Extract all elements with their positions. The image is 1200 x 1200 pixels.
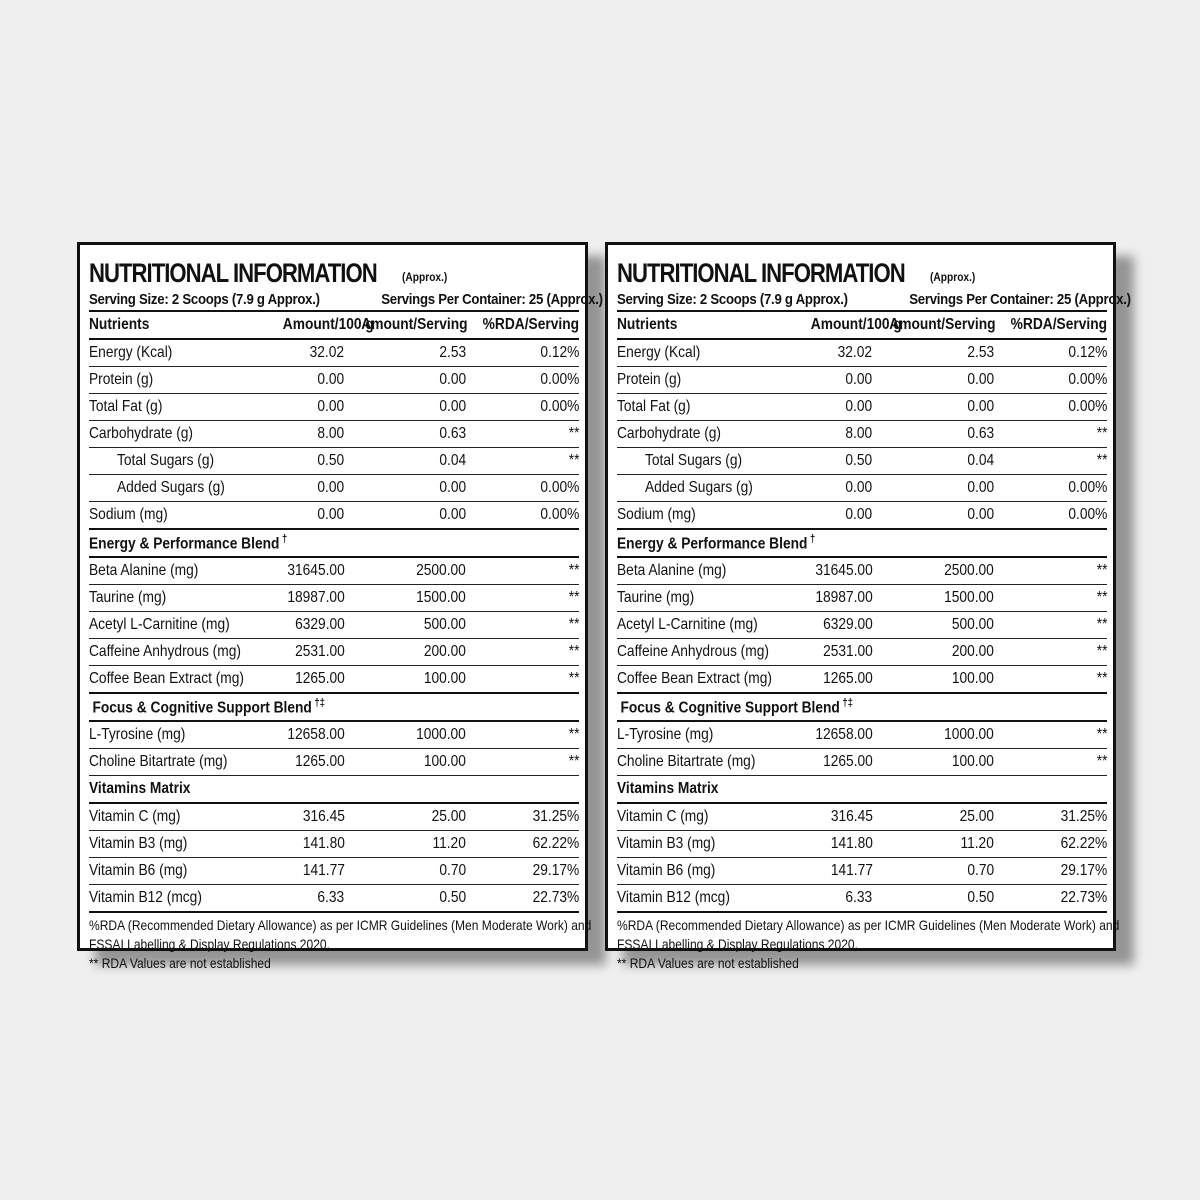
nutrient-name: Protein (g) <box>89 371 154 388</box>
amount-per-serving: 0.00 <box>967 479 995 496</box>
nutrient-row <box>617 885 1107 913</box>
footnote-not-established: ** RDA Values are not established <box>89 955 271 971</box>
servings-per-container: Servings Per Container: 25 (Approx.) <box>909 290 1132 308</box>
footnote-rda-cont: FSSAI Labelling & Display Regulations 2020. <box>89 936 330 952</box>
section-heading <box>89 530 579 558</box>
amount-per-serving: 25.00 <box>959 808 995 825</box>
footnote-rda-cont: FSSAI Labelling & Display Regulations 2020. <box>617 936 858 952</box>
rda-per-serving: 31.25% <box>1060 808 1107 825</box>
amount-per-100g: 1265.00 <box>823 670 873 687</box>
amount-per-100g: 32.02 <box>310 344 345 361</box>
section-title: Vitamins Matrix <box>617 780 719 797</box>
amount-per-100g: 141.80 <box>830 835 873 852</box>
nutrient-name: Total Sugars (g) <box>117 452 215 469</box>
amount-per-serving: 500.00 <box>424 616 467 633</box>
rda-per-serving: ** <box>568 726 579 743</box>
nutrient-name: Acetyl L-Carnitine (mg) <box>617 616 758 633</box>
amount-per-100g: 141.77 <box>302 862 345 879</box>
amount-per-100g: 0.00 <box>317 398 345 415</box>
section-title: Vitamins Matrix <box>89 780 191 797</box>
amount-per-100g: 1265.00 <box>295 670 345 687</box>
nutrient-row <box>617 639 1107 666</box>
nutrient-row <box>617 804 1107 831</box>
nutrient-row <box>617 502 1107 530</box>
nutrient-row <box>89 804 579 831</box>
nutrient-row <box>89 885 579 913</box>
amount-per-100g: 31645.00 <box>815 562 873 579</box>
amount-per-serving: 0.00 <box>439 479 467 496</box>
rda-per-serving: ** <box>1096 425 1107 442</box>
nutrient-name: Total Fat (g) <box>89 398 163 415</box>
column-header: Amount/100 g <box>811 316 903 333</box>
column-header-row <box>617 312 1107 340</box>
rda-per-serving: 31.25% <box>532 808 579 825</box>
amount-per-serving: 0.00 <box>967 371 995 388</box>
nutrient-name: Added Sugars (g) <box>645 479 753 496</box>
rda-per-serving: 0.12% <box>539 344 579 361</box>
amount-per-serving: 0.50 <box>439 889 467 906</box>
amount-per-100g: 1265.00 <box>822 753 873 770</box>
nutrient-name: Total Sugars (g) <box>645 452 743 469</box>
amount-per-100g: 0.50 <box>845 452 873 469</box>
section-heading <box>89 776 579 804</box>
section-footnote-mark: † <box>281 532 288 545</box>
nutrient-row <box>617 340 1107 367</box>
nutrient-name: Carbohydrate (g) <box>89 425 194 442</box>
nutrient-name: Beta Alanine (mg) <box>89 562 199 579</box>
nutrient-row <box>89 394 579 421</box>
amount-per-100g: 2531.00 <box>294 643 345 660</box>
nutrient-row <box>617 666 1107 694</box>
section-title: Focus & Cognitive Support Blend <box>92 699 312 717</box>
nutrient-row <box>617 858 1107 885</box>
nutrient-name: Carbohydrate (g) <box>617 425 722 442</box>
amount-per-100g: 0.00 <box>845 506 873 523</box>
nutrient-name: Vitamin B12 (mcg) <box>617 889 730 906</box>
nutrient-row <box>617 475 1107 502</box>
serving-info <box>617 288 1132 312</box>
amount-per-100g: 8.00 <box>845 425 873 442</box>
nutrient-row <box>617 749 1107 776</box>
amount-per-100g: 141.77 <box>830 862 873 879</box>
nutrient-name: Energy (Kcal) <box>89 344 173 361</box>
amount-per-serving: 0.70 <box>967 862 995 879</box>
amount-per-serving: 0.63 <box>439 425 467 442</box>
rda-per-serving: 62.22% <box>532 835 579 852</box>
rda-per-serving: ** <box>1096 670 1107 687</box>
nutrient-name: Caffeine Anhydrous (mg) <box>617 643 769 660</box>
column-header: Amount/100 g <box>283 316 375 333</box>
amount-per-serving: 11.20 <box>432 835 467 852</box>
amount-per-serving: 2.53 <box>439 344 467 361</box>
nutrient-name: Coffee Bean Extract (mg) <box>617 670 773 687</box>
nutrient-name: Vitamin B3 (mg) <box>617 835 716 852</box>
amount-per-100g: 0.00 <box>317 506 345 523</box>
section-title: Focus & Cognitive Support Blend <box>620 699 840 717</box>
amount-per-serving: 0.00 <box>439 398 467 415</box>
column-header: %RDA/Serving <box>1010 316 1107 333</box>
nutrient-name: Acetyl L-Carnitine (mg) <box>89 616 230 633</box>
nutrient-row <box>89 502 579 530</box>
rda-per-serving: 29.17% <box>532 862 579 879</box>
amount-per-serving: 0.50 <box>967 889 995 906</box>
section-heading <box>617 694 1107 722</box>
nutrient-row <box>89 475 579 502</box>
nutrient-row <box>89 666 579 694</box>
nutrient-row <box>617 421 1107 448</box>
section-heading <box>89 694 579 722</box>
amount-per-100g: 0.00 <box>845 398 873 415</box>
nutrient-name: Choline Bitartrate (mg) <box>89 753 228 770</box>
amount-per-serving: 200.00 <box>424 643 467 660</box>
rda-per-serving: 0.12% <box>1067 344 1107 361</box>
nutrient-name: L-Tyrosine (mg) <box>617 726 714 743</box>
amount-per-100g: 2531.00 <box>822 643 873 660</box>
nutrient-row <box>617 367 1107 394</box>
section-title: Energy & Performance Blend <box>89 535 280 553</box>
section-title: Energy & Performance Blend <box>617 535 808 553</box>
amount-per-100g: 18987.00 <box>815 589 873 606</box>
nutrient-row <box>617 394 1107 421</box>
rda-per-serving: 62.22% <box>1060 835 1107 852</box>
nutrient-name: Taurine (mg) <box>89 589 167 606</box>
amount-per-100g: 0.00 <box>317 479 345 496</box>
nutrient-row <box>617 558 1107 585</box>
rda-per-serving: 0.00% <box>539 371 579 388</box>
nutrient-name: Vitamin C (mg) <box>617 808 709 825</box>
rda-per-serving: 29.17% <box>1060 862 1107 879</box>
nutrient-row <box>89 639 579 666</box>
amount-per-100g: 32.02 <box>838 344 873 361</box>
amount-per-100g: 12658.00 <box>287 726 345 743</box>
nutrient-name: Vitamin C (mg) <box>89 808 181 825</box>
amount-per-serving: 1500.00 <box>416 589 467 606</box>
nutrient-name: Choline Bitartrate (mg) <box>617 753 756 770</box>
amount-per-serving: 2500.00 <box>944 562 995 579</box>
amount-per-serving: 11.20 <box>960 835 995 852</box>
rda-per-serving: ** <box>568 425 579 442</box>
rda-per-serving: ** <box>1096 726 1107 743</box>
nutrient-row <box>89 367 579 394</box>
nutrient-row <box>89 340 579 367</box>
section-footnote-mark: †‡ <box>314 696 325 709</box>
nutrient-row <box>89 749 579 776</box>
rda-per-serving: ** <box>568 670 579 687</box>
amount-per-serving: 0.00 <box>967 506 995 523</box>
nutrient-name: Energy (Kcal) <box>617 344 701 361</box>
nutrient-name: Sodium (mg) <box>617 506 696 523</box>
amount-per-serving: 100.00 <box>424 670 467 687</box>
label-title: NUTRITIONAL INFORMATION <box>617 258 905 288</box>
nutrient-name: Vitamin B6 (mg) <box>89 862 188 879</box>
amount-per-100g: 0.00 <box>845 371 873 388</box>
rda-per-serving: ** <box>568 616 579 633</box>
section-footnote-mark: † <box>809 532 816 545</box>
amount-per-100g: 316.45 <box>830 808 873 825</box>
amount-per-100g: 6329.00 <box>294 616 345 633</box>
column-header: %RDA/Serving <box>482 316 579 333</box>
nutrient-row <box>617 831 1107 858</box>
amount-per-serving: 1000.00 <box>416 726 467 743</box>
amount-per-serving: 25.00 <box>431 808 467 825</box>
amount-per-serving: 100.00 <box>424 753 467 770</box>
label-title-note: (Approx.) <box>401 270 448 284</box>
nutrient-row <box>89 858 579 885</box>
column-header: Nutrients <box>617 316 678 333</box>
amount-per-serving: 0.63 <box>967 425 995 442</box>
footnote-rda: %RDA (Recommended Dietary Allowance) as per ICMR Guidelines (Men Moderate Work) and <box>89 917 592 933</box>
column-header: Amount/Serving <box>889 316 996 333</box>
nutrient-name: Taurine (mg) <box>617 589 695 606</box>
nutrient-row <box>89 421 579 448</box>
rda-per-serving: 0.00% <box>1067 506 1107 523</box>
nutrient-row <box>89 585 579 612</box>
label-title-note: (Approx.) <box>929 270 976 284</box>
rda-per-serving: 0.00% <box>1067 398 1107 415</box>
nutrient-name: Coffee Bean Extract (mg) <box>89 670 245 687</box>
nutrient-name: L-Tyrosine (mg) <box>89 726 186 743</box>
nutrient-name: Vitamin B6 (mg) <box>617 862 716 879</box>
column-header-row <box>89 312 579 340</box>
amount-per-100g: 316.45 <box>302 808 345 825</box>
nutrient-name: Vitamin B3 (mg) <box>89 835 188 852</box>
rda-per-serving: ** <box>1096 589 1107 606</box>
amount-per-serving: 2500.00 <box>416 562 467 579</box>
nutrient-name: Caffeine Anhydrous (mg) <box>89 643 241 660</box>
serving-size: Serving Size: 2 Scoops (7.9 g Approx.) <box>617 290 848 308</box>
nutrient-row <box>89 612 579 639</box>
amount-per-100g: 1265.00 <box>294 753 345 770</box>
nutrient-name: Protein (g) <box>617 371 682 388</box>
rda-per-serving: ** <box>1096 452 1107 469</box>
servings-per-container: Servings Per Container: 25 (Approx.) <box>381 290 604 308</box>
footnotes <box>89 913 592 973</box>
amount-per-100g: 6.33 <box>845 889 873 906</box>
rda-per-serving: ** <box>1096 616 1107 633</box>
rda-per-serving: ** <box>568 643 579 660</box>
amount-per-serving: 0.00 <box>439 506 467 523</box>
amount-per-serving: 100.00 <box>952 753 995 770</box>
label-title: NUTRITIONAL INFORMATION <box>89 258 377 288</box>
nutrient-row <box>89 831 579 858</box>
nutrient-name: Total Fat (g) <box>617 398 691 415</box>
rda-per-serving: ** <box>568 562 579 579</box>
footnote-rda: %RDA (Recommended Dietary Allowance) as per ICMR Guidelines (Men Moderate Work) and <box>617 917 1120 933</box>
amount-per-serving: 2.53 <box>967 344 995 361</box>
footnotes <box>617 913 1120 973</box>
amount-per-100g: 18987.00 <box>287 589 345 606</box>
amount-per-serving: 1500.00 <box>944 589 995 606</box>
amount-per-serving: 0.00 <box>967 398 995 415</box>
nutrient-row <box>617 722 1107 749</box>
rda-per-serving: ** <box>568 589 579 606</box>
serving-info <box>89 288 604 312</box>
nutrient-row <box>617 448 1107 475</box>
amount-per-100g: 12658.00 <box>815 726 873 743</box>
rda-per-serving: ** <box>568 452 579 469</box>
rda-per-serving: 22.73% <box>1060 889 1107 906</box>
amount-per-serving: 500.00 <box>952 616 995 633</box>
nutrition-label-right <box>605 242 1132 971</box>
nutrient-name: Sodium (mg) <box>89 506 168 523</box>
column-header: Nutrients <box>89 316 150 333</box>
rda-per-serving: ** <box>568 753 579 770</box>
amount-per-serving: 0.04 <box>967 452 995 469</box>
nutrient-name: Beta Alanine (mg) <box>617 562 727 579</box>
section-heading <box>617 776 1107 804</box>
nutrient-row <box>89 448 579 475</box>
rda-per-serving: ** <box>1096 753 1107 770</box>
rda-per-serving: 0.00% <box>539 479 579 496</box>
amount-per-100g: 141.80 <box>302 835 345 852</box>
amount-per-serving: 1000.00 <box>944 726 995 743</box>
section-footnote-mark: †‡ <box>842 696 853 709</box>
nutrient-row <box>617 585 1107 612</box>
rda-per-serving: 22.73% <box>532 889 579 906</box>
amount-per-100g: 6329.00 <box>822 616 873 633</box>
amount-per-100g: 8.00 <box>317 425 345 442</box>
serving-size: Serving Size: 2 Scoops (7.9 g Approx.) <box>89 290 320 308</box>
column-header: Amount/Serving <box>361 316 468 333</box>
rda-per-serving: 0.00% <box>539 398 579 415</box>
nutrient-row <box>617 612 1107 639</box>
label-title-row <box>89 254 579 288</box>
rda-per-serving: 0.00% <box>539 506 579 523</box>
amount-per-serving: 0.00 <box>439 371 467 388</box>
rda-per-serving: ** <box>1096 643 1107 660</box>
nutrient-name: Added Sugars (g) <box>117 479 225 496</box>
rda-per-serving: 0.00% <box>1067 371 1107 388</box>
amount-per-100g: 0.00 <box>845 479 873 496</box>
footnote-not-established: ** RDA Values are not established <box>617 955 799 971</box>
amount-per-serving: 0.70 <box>439 862 467 879</box>
nutrient-row <box>89 558 579 585</box>
amount-per-serving: 200.00 <box>952 643 995 660</box>
nutrient-name: Vitamin B12 (mcg) <box>89 889 202 906</box>
nutrient-row <box>89 722 579 749</box>
rda-per-serving: 0.00% <box>1067 479 1107 496</box>
amount-per-100g: 6.33 <box>317 889 345 906</box>
section-heading <box>617 530 1107 558</box>
amount-per-serving: 0.04 <box>439 452 467 469</box>
amount-per-serving: 100.00 <box>952 670 995 687</box>
amount-per-100g: 0.50 <box>317 452 345 469</box>
amount-per-100g: 31645.00 <box>287 562 345 579</box>
amount-per-100g: 0.00 <box>317 371 345 388</box>
rda-per-serving: ** <box>1096 562 1107 579</box>
nutrition-label-left <box>77 242 604 971</box>
label-title-row <box>617 254 1107 288</box>
